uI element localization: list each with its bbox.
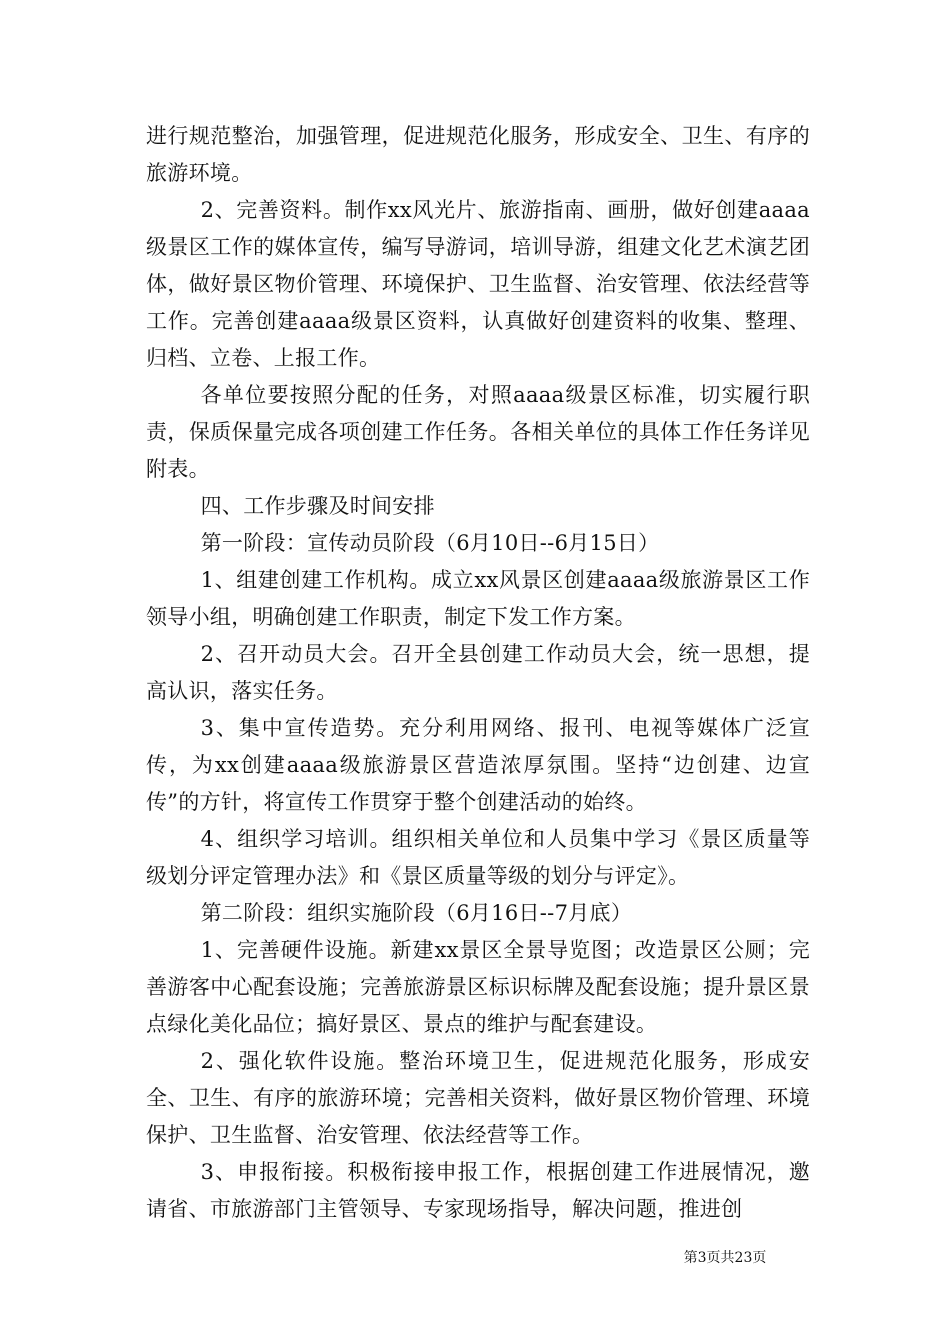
stage-one-heading: 第一阶段：宣传动员阶段（6月10日--6月15日）: [200, 531, 660, 555]
paragraph-stage2-item2: 2、强化软件设施。整治环境卫生，促进规范化服务，形成安全、卫生、有序的旅游环境；完善相关资料，做好景区物价管理、环境保护、卫生监督、治安管理、依法经营等工作。: [146, 1049, 810, 1147]
paragraph-complete-materials: 2、完善资料。制作xx风光片、旅游指南、画册，做好创建aaaa级景区工作的媒体宣传，编写导游词，培训导游，组建文化艺术演艺团体，做好景区物价管理、环境保护、卫生监督、治安管理、依法经营等工作。完善创建aaaa级景区资料，认真做好创建资料的收集、整理、归档、立卷、上报工作。: [146, 198, 810, 370]
paragraph-stage2-item3: 3、申报衔接。积极衔接申报工作，根据创建工作进展情况，邀请省、市旅游部门主管领导、专家现场指导，解决问题，推进创: [146, 1160, 810, 1221]
paragraph-stage1-item1: 1、组建创建工作机构。成立xx风景区创建aaaa级旅游景区工作领导小组，明确创建工作职责，制定下发工作方案。: [146, 568, 810, 629]
body-text: [146, 118, 810, 1228]
section-heading-steps: 四、工作步骤及时间安排: [200, 494, 435, 518]
page-number: 第3页共23页: [683, 1250, 767, 1266]
stage-two-heading: 第二阶段：组织实施阶段（6月16日--7月底）: [200, 901, 633, 925]
paragraph-continued: 进行规范整治，加强管理，促进规范化服务，形成安全、卫生、有序的旅游环境。: [146, 124, 810, 185]
paragraph-stage1-item2: 2、召开动员大会。召开全县创建工作动员大会，统一思想，提高认识，落实任务。: [146, 642, 810, 703]
paragraph-unit-tasks: 各单位要按照分配的任务，对照aaaa级景区标准，切实履行职责，保质保量完成各项创建工作任务。各相关单位的具体工作任务详见附表。: [146, 383, 810, 481]
paragraph-stage1-item4: 4、组织学习培训。组织相关单位和人员集中学习《景区质量等级划分评定管理办法》和《景区质量等级的划分与评定》。: [146, 827, 810, 888]
paragraph-stage2-item1: 1、完善硬件设施。新建xx景区全景导览图；改造景区公厕；完善游客中心配套设施；完善旅游景区标识标牌及配套设施；提升景区景点绿化美化品位；搞好景区、景点的维护与配套建设。: [146, 938, 810, 1036]
page-footer: [0, 1248, 950, 1268]
paragraph-stage1-item3: 3、集中宣传造势。充分利用网络、报刊、电视等媒体广泛宣传，为xx创建aaaa级旅游景区营造浓厚氛围。坚持“边创建、边宣传”的方针，将宣传工作贯穿于整个创建活动的始终。: [146, 716, 810, 814]
